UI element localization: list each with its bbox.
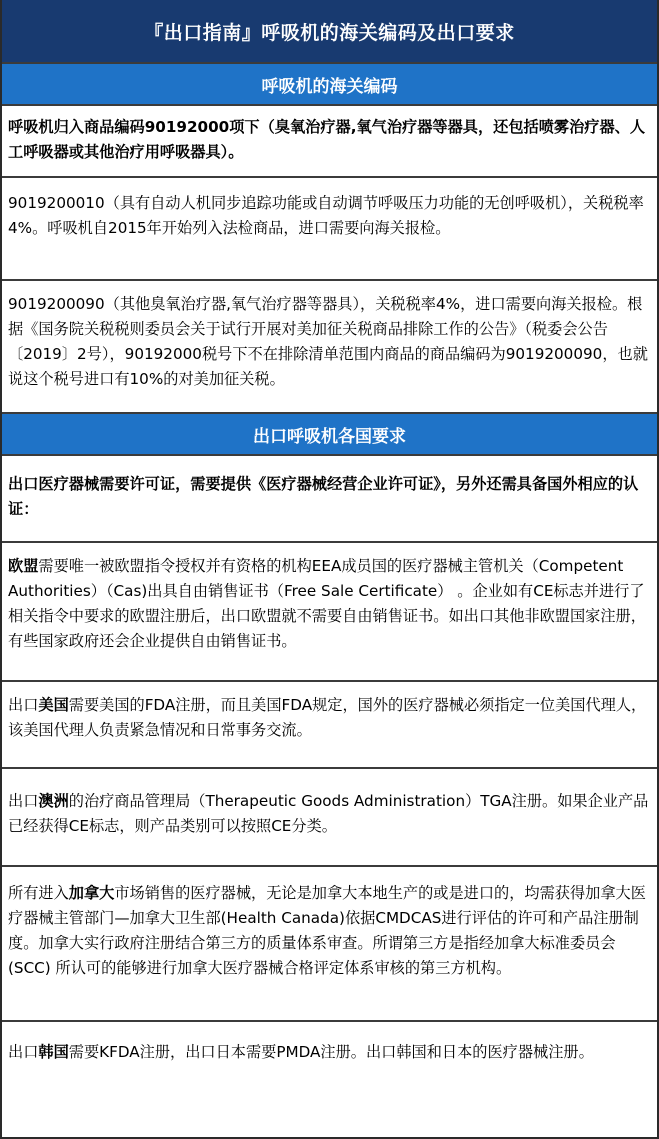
hs-code-item-2-text: 9019200090（其他臭氧治疗器,氧气治疗器等器具），关税税率4%，进口需要向海关报检。根据《国务院关税税则委员会关于试行开展对美加征关税商品排除工作的公告》（税委会公告〔2019〕2号），90192000税号下不在排除清单范围内商品的商品编码为9019200090，也就说这个税号进口有10%的对美加征关税。 <box>8 295 648 388</box>
country-name-au: 澳洲 <box>38 792 69 810</box>
requirement-ca <box>2 865 657 1020</box>
requirement-eu <box>2 541 657 680</box>
country-name-eu: 欧盟 <box>8 557 39 575</box>
hs-code-item-1-text: 9019200010（具有自动人机同步追踪功能或自动调节呼吸压力功能的无创呼吸机），关税税率4%。呼吸机自2015年开始列入法检商品，进口需要向海关报检。 <box>8 194 644 237</box>
requirement-ca-text: 市场销售的医疗器械，无论是加拿大本地生产的或是进口的，均需获得加拿大医疗器械主管部门—加拿大卫生部(Health Canada)依据CMDCAS进行评估的许可和产品注册制度。加拿大实行政府注册结合第三方的质量体系审查。所谓第三方是指经加拿大标准委员会(SCC) 所认可的能够进行加拿大医疗器械合格评定体系审核的第三方机构。 <box>8 884 646 977</box>
requirement-us-text: 需要美国的FDA注册，而且美国FDA规定，国外的医疗器械必须指定一位美国代理人，该美国代理人负责紧急情况和日常事务交流。 <box>8 696 647 739</box>
requirement-au-text: 的治疗商品管理局（Therapeutic Goods Administration）TGA注册。如果企业产品已经获得CE标志，则产品类别可以按照CE分类。 <box>8 792 649 835</box>
requirements-intro <box>2 454 657 541</box>
hs-code-item-2 <box>2 279 657 412</box>
section-heading-country-requirements: 出口呼吸机各国要求 <box>2 412 657 454</box>
hs-code-item-1 <box>2 176 657 279</box>
requirement-eu-text: 需要唯一被欧盟指令授权并有资格的机构EEA成员国的医疗器械主管机关（Competent Authorities）（Cas)出具自由销售证书（Free Sale Certificate） 。企业如有CE标志并进行了相关指令中要求的欧盟注册后，出口欧盟就不需要自由销售证书。如出口其他非欧盟国家注册，有些国家政府还会企业提供自由销售证书。 <box>8 557 646 650</box>
requirement-us-prefix: 出口 <box>8 696 39 714</box>
hs-code-intro <box>2 104 657 176</box>
requirement-ca-prefix: 所有进入 <box>8 884 69 902</box>
hs-code-intro-text: 呼吸机归入商品编码90192000项下（臭氧治疗器,氧气治疗器等器具，还包括喷雾治疗器、人工呼吸器或其他治疗用呼吸器具）。 <box>8 118 646 161</box>
requirement-kr-prefix: 出口 <box>8 1043 39 1061</box>
country-name-kr: 韩国 <box>38 1043 69 1061</box>
section-heading-hs-code: 呼吸机的海关编码 <box>2 62 657 104</box>
requirement-kr-text: 需要KFDA注册，出口日本需要PMDA注册。出口韩国和日本的医疗器械注册。 <box>68 1043 594 1061</box>
requirement-us <box>2 680 657 767</box>
requirement-au <box>2 767 657 865</box>
requirements-intro-text: 出口医疗器械需要许可证，需要提供《医疗器械经营企业许可证》，另外还需具备国外相应的认证： <box>8 475 639 518</box>
requirement-kr <box>2 1020 657 1110</box>
requirement-au-prefix: 出口 <box>8 792 39 810</box>
country-name-ca: 加拿大 <box>68 884 115 902</box>
country-name-us: 美国 <box>38 696 69 714</box>
page-title: 『出口指南』呼吸机的海关编码及出口要求 <box>2 0 657 62</box>
